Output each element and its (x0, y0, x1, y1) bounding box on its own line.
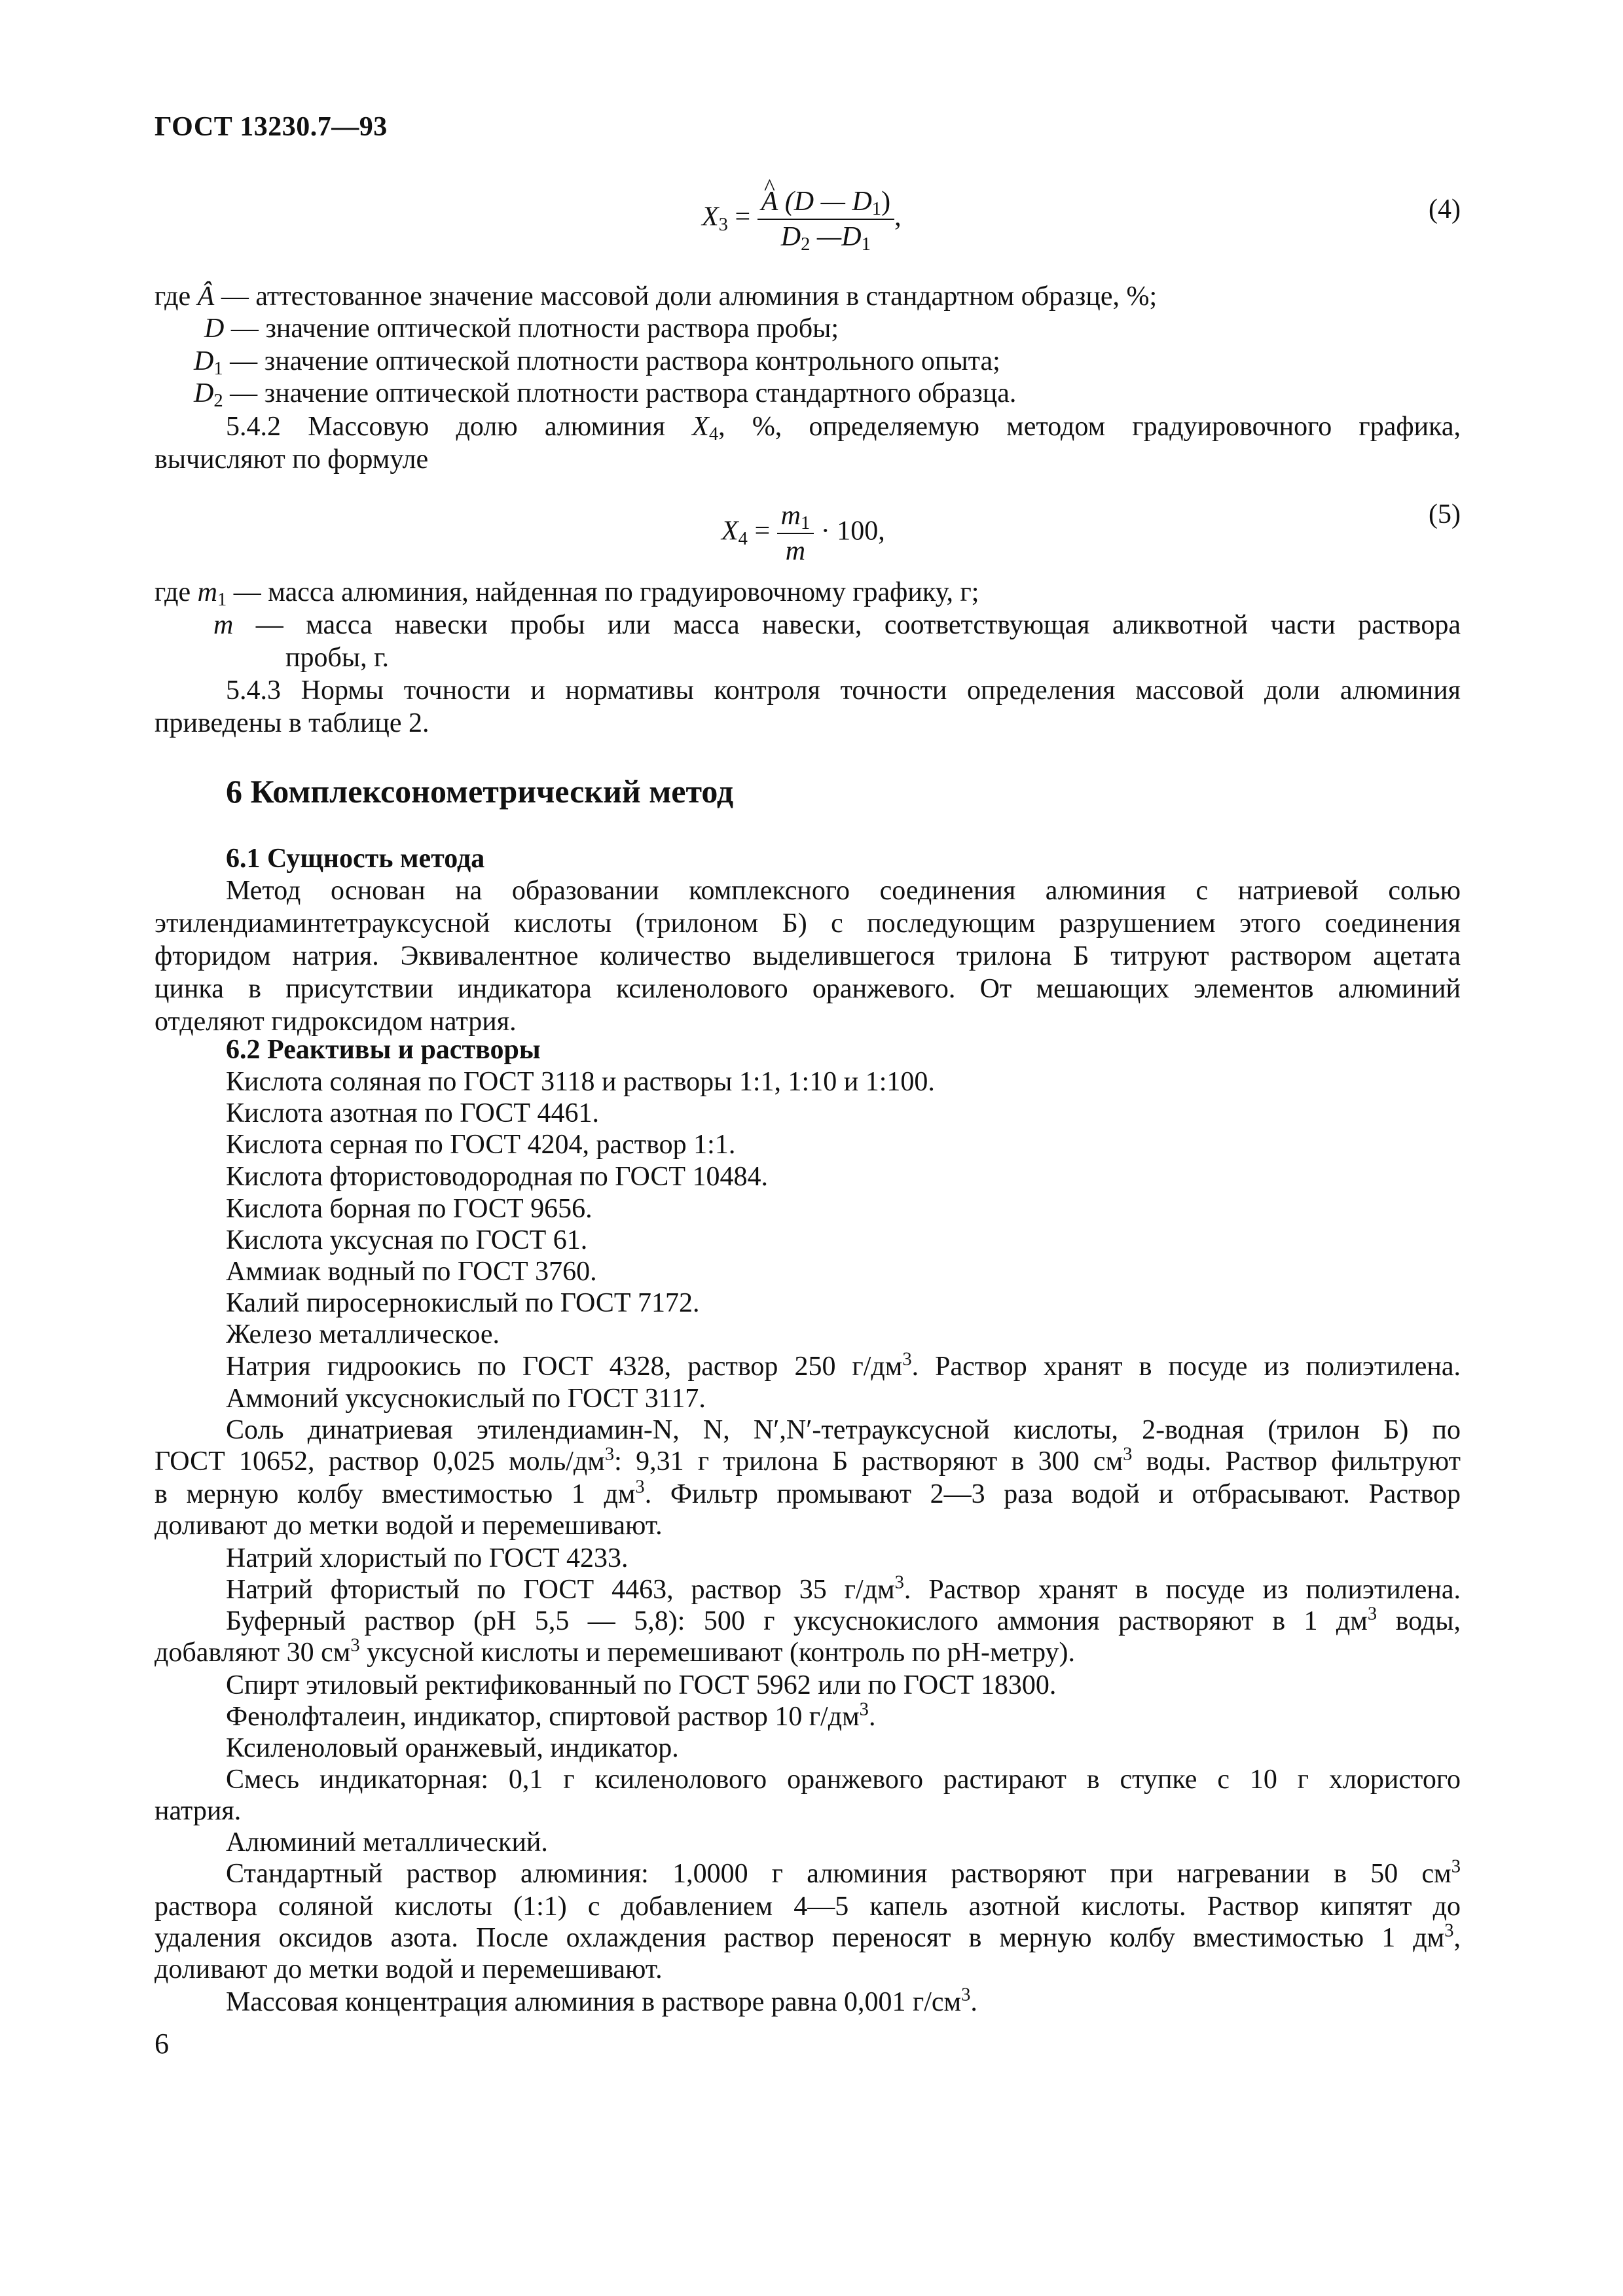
reagent-line-12: Соль динатриевая этилендиамин-N, N, N′,N′-тетрауксусной кислоты, 2-водная (трилон Б) по (226, 1415, 1461, 1445)
reagent-line-1: Кислота соляная по ГОСТ 3118 и растворы 1:1, 1:10 и 1:100. (226, 1067, 935, 1097)
where5-line-1: где $m_1$ — масса алюминия, найденная по градуировочному графику, г; (155, 577, 979, 611)
reagent-line-22: Ксиленоловый оранжевый, индикатор. (226, 1733, 679, 1763)
p542-line-1: 5.4.2 Массовую долю алюминия $X_4$, %, определяемую методом градуировочного графика, (226, 412, 1461, 445)
s61-line-1: Метод основан на образовании комплексного соединения алюминия с натриевой солью (226, 876, 1461, 906)
reagent-line-25: Алюминий металлический. (226, 1827, 548, 1857)
reagent-line-27: раствора соляной кислоты (1:1) с добавлением 4—5 капель азотной кислоты. Раствор кипятят до (155, 1892, 1461, 1922)
s61-line-4: цинка в присутствии индикатора ксиленолового оранжевого. От мешающих элементов алюминий (155, 974, 1461, 1004)
reagent-line-4: Кислота фтористоводородная по ГОСТ 10484. (226, 1162, 769, 1192)
where4-line-3: $D_1$ — значение оптической плотности раствора контрольного опыта; (194, 346, 1000, 380)
reagent-line-29: доливают до метки водой и перемешивают. (155, 1954, 663, 1984)
reagent-line-23: Смесь индикаторная: 0,1 г ксиленолового оранжевого растирают в ступке с 10 г хлористого (226, 1765, 1461, 1795)
reagent-line-13: ГОСТ 10652, раствор 0,025 моль/$дм^3$: 9,31 г трилона Б растворяют в 300 $см^3$ воды. Раствор фильтруют (155, 1444, 1461, 1477)
where4-line-2: D — значение оптической плотности раствора пробы; (204, 314, 839, 344)
reagent-line-2: Кислота азотная по ГОСТ 4461. (226, 1098, 599, 1128)
s61-title: 6.1 Сущность метода (226, 844, 485, 874)
reagent-line-10: Натрия гидроокись по ГОСТ 4328, раствор 250 $г/дм^3$. Раствор хранят в посуде из полиэтилена. (226, 1349, 1461, 1382)
reagent-line-26: Стандартный раствор алюминия: 1,0000 г алюминия растворяют при нагревании в 50 $см^3$ (226, 1856, 1461, 1889)
reagent-line-15: доливают до метки водой и перемешивают. (155, 1511, 663, 1541)
s62-title: 6.2 Реактивы и растворы (226, 1035, 541, 1065)
a-hat-symbol: ^ A (761, 185, 778, 219)
reagent-line-24: натрия. (155, 1796, 242, 1826)
formula-4: $X_3$ = ^ $\frac{A (D — D_1)}{D_2 —D_1}$ , (702, 185, 902, 254)
reagent-line-20: Спирт этиловый ректификованный по ГОСТ 5962 или по ГОСТ 18300. (226, 1670, 1057, 1700)
formula-5: $X_4$ = $\frac{m_1}{m}$ · 100, (721, 499, 885, 568)
reagent-line-18: Буферный раствор (pH 5,5 — 5,8): 500 г уксуснокислого аммония растворяют в 1 $дм^3$ воды, (226, 1604, 1461, 1636)
s61-line-2: этилендиаминтетрауксусной кислоты (трилоном Б) с последующим разрушением этого соединения (155, 908, 1461, 939)
page-number: 6 (155, 2028, 169, 2060)
s61-line-5: отделяют гидроксидом натрия. (155, 1007, 517, 1037)
reagent-line-14: в мерную колбу вместимостью 1 $дм^3$. Фильтр промывают 2—3 раза водой и отбрасывают. Раствор (155, 1477, 1461, 1509)
reagent-line-21: Фенолфталеин, индикатор, спиртовой раствор 10 $г/дм^3$. (226, 1699, 876, 1732)
reagent-line-5: Кислота борная по ГОСТ 9656. (226, 1194, 593, 1224)
standard-header: ГОСТ 13230.7—93 (155, 112, 388, 142)
reagent-line-19: добавляют 30 $см^3$ уксусной кислоты и перемешивают (контроль по pH-метру). (155, 1635, 1076, 1668)
reagent-line-17: Натрий фтористый по ГОСТ 4463, раствор 35 $г/дм^3$. Раствор хранят в посуде из полиэтилена. (226, 1572, 1461, 1605)
p543-line-2: приведены в таблице 2. (155, 708, 429, 738)
reagent-line-28: удаления оксидов азота. После охлаждения раствор переносят в мерную колбу вместимостью 1 $дм^3$, (155, 1920, 1461, 1953)
reagent-line-3: Кислота серная по ГОСТ 4204, раствор 1:1. (226, 1130, 736, 1160)
s61-line-3: фторидом натрия. Эквивалентное количество выделившегося трилона Б титруют раствором ацетата (155, 941, 1461, 971)
reagent-line-9: Железо металлическое. (226, 1319, 500, 1350)
reagent-line-6: Кислота уксусная по ГОСТ 61. (226, 1225, 588, 1255)
where4-line-4: $D_2$ — значение оптической плотности раствора стандартного образца. (194, 378, 1017, 412)
equation-number-5: (5) (1429, 499, 1461, 529)
reagent-line-30: Массовая концентрация алюминия в растворе равна 0,001 $г/см^3$. (226, 1984, 977, 2017)
where5-line-2: m — масса навески пробы или масса навески, соответствующая аликвотной части раствора (213, 610, 1461, 640)
where4-line-1: где Â — аттестованное значение массовой доли алюминия в стандартном образце, %; (155, 281, 1158, 312)
section-6-title: 6 Комплексонометрический метод (226, 773, 734, 810)
reagent-line-11: Аммоний уксуснокислый по ГОСТ 3117. (226, 1384, 706, 1414)
reagent-line-7: Аммиак водный по ГОСТ 3760. (226, 1257, 597, 1287)
p543-line-1: 5.4.3 Нормы точности и нормативы контроля точности определения массовой доли алюминия (226, 675, 1461, 706)
reagent-line-16: Натрий хлористый по ГОСТ 4233. (226, 1543, 629, 1573)
where5-line-3: пробы, г. (285, 643, 390, 673)
reagent-line-8: Калий пиросернокислый по ГОСТ 7172. (226, 1288, 700, 1318)
equation-number-4: (4) (1429, 194, 1461, 224)
p542-line-2: вычисляют по формуле (155, 444, 429, 475)
